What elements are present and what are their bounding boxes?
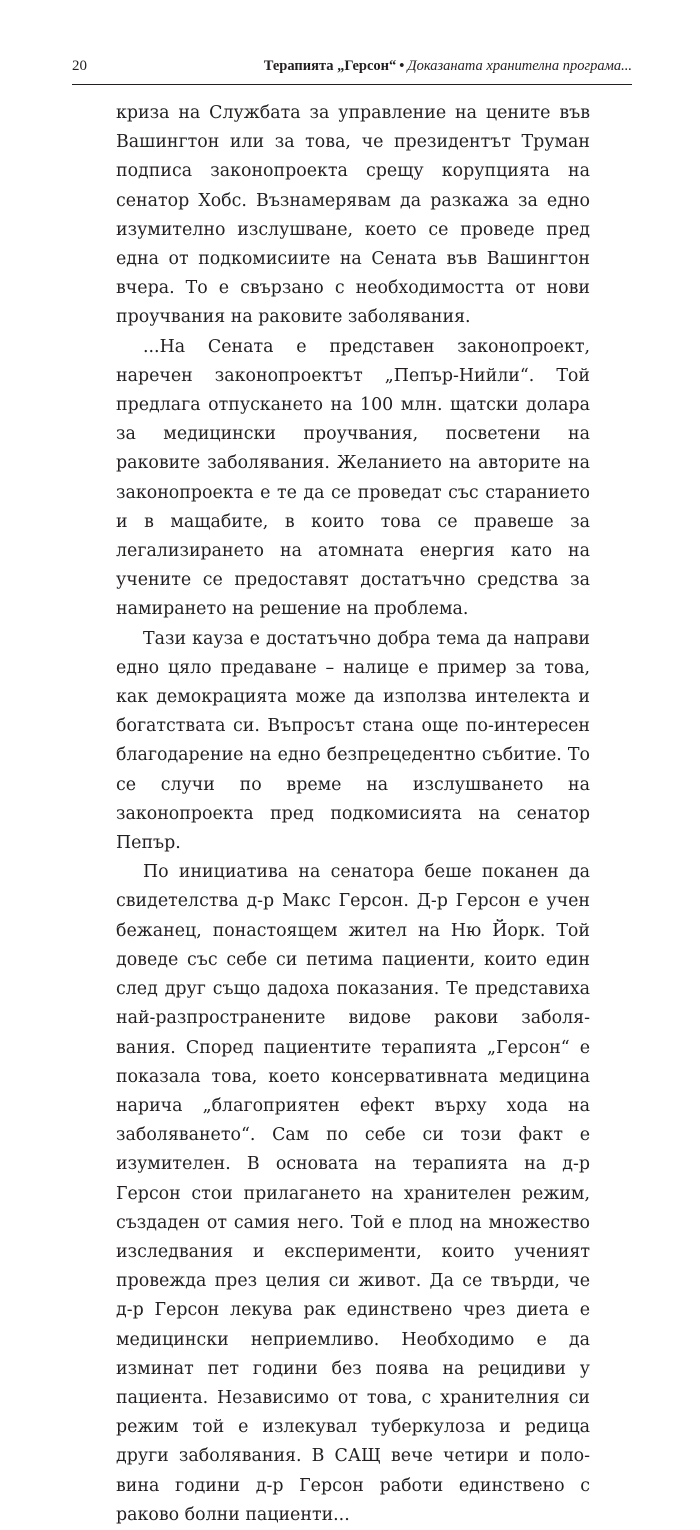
page-number: 20 bbox=[72, 58, 87, 74]
paragraph: Тази кауза е достатъчно добра тема да направи едно цяло предаване – налице е пример за това, как демокрацията може да използва интелекта и богатствата си. Въпросът стана още по-интересен благодарение на едно безпрецедентно събитие. То се случи по време на изслушването на законопроекта пред подкомисията на сенатор Пепър. bbox=[116, 628, 590, 854]
chapter-title: Доказаната хранителна програма... bbox=[407, 58, 632, 74]
running-header bbox=[72, 58, 632, 80]
paragraph: криза на Службата за управление на цените във Вашингтон или за това, че президентът Труман подписа законопроекта срещу корупцията на сенатор Хобс. Възнамерявам да разкажа за едно изумително изслушване, което се проведе пред една от подкомисиите на Сената във Вашингтон вчера. То е свързано с необходимостта от нови проучвания на раковите заболявания. bbox=[116, 103, 590, 328]
book-title: Терапията „Герсон“ bbox=[263, 58, 397, 74]
header-rule bbox=[72, 84, 632, 85]
running-head bbox=[264, 58, 632, 75]
body-text bbox=[116, 99, 590, 1530]
paragraph: ...На Сената е представен законопроект, наречен законопроектът „Пепър-Нийли“. Той предлага отпускането на 100 млн. щатски долара за медицински проучвания, посветени на раковите заболявания. Желанието на авторите на законопроекта е те да се проведат със старанието и в мащабите, в които това се правеше за легализирането на атомната енергия като на учените се предоставят достатъчно средства за намирането на решение на проблема. bbox=[116, 336, 590, 620]
header-separator: • bbox=[399, 58, 405, 74]
paragraph: По инициатива на сенатора беше поканен да свидетелства д-р Макс Герсон. Д-р Герсон е учен бежанец, понастоящем жител на Ню Йорк. Той доведе със себе си петима пациенти, които един след друг също дадоха показания. Те представиха най-разпространените видове ракови заболявания. Според пациентите терапията „Герсон“ е показала това, което консервативната медицина нарича „благоприятен ефект върху хода на заболяването“. Сам по себе си този факт е изумителен. В основата на терапията на д-р Герсон стои прилагането на хранителен режим, създаден от самия него. Той е плод на множество изследвания и експерименти, които ученият провежда през целия си живот. Да се твърди, че д-р Герсон лекува рак единствено чрез диета е медицински неприемливо. Необходимо е да изминат пет години без поява на рецидиви у пациента. Независимо от това, с хранителния си режим той е излекувал туберкулоза и редица други заболявания. В САЩ вече четири и половина години д-р Герсон работи единствено с раково болни пациенти... bbox=[116, 862, 590, 1525]
